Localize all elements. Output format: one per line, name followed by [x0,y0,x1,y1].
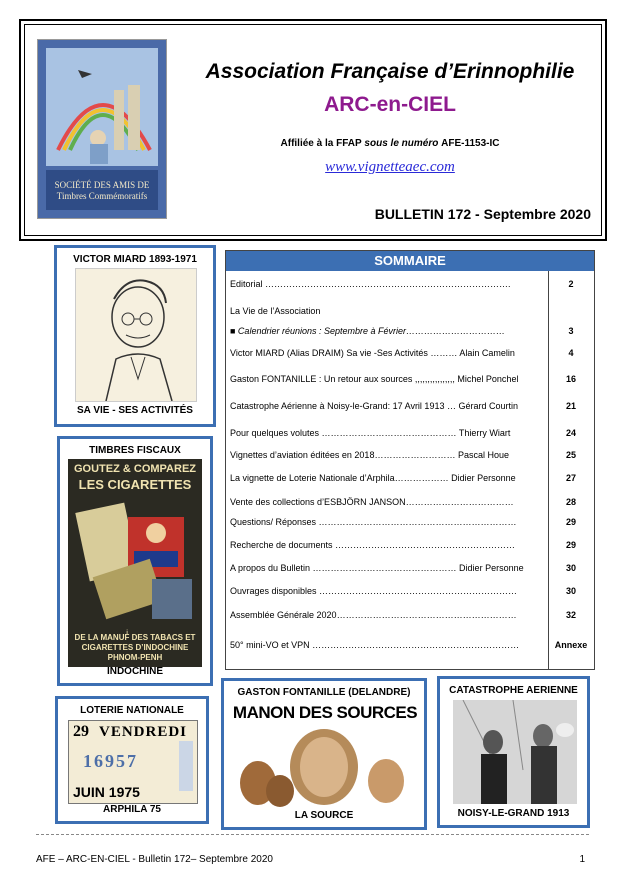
poster-title: MANON DES SOURCES [232,703,418,722]
ticket-number: 29 [73,723,89,740]
ticket-date: JUIN 1975 [73,784,140,800]
footer-page-number: 1 [579,854,585,865]
toc-entry-volutes[interactable]: Pour quelques volutes ……………………………………… Thierry Wiart [230,428,511,438]
masthead-inner-frame [24,24,602,236]
masthead [19,19,607,241]
toc-page-calendrier: 3 [568,326,574,336]
catastrophe-aerienne-title: CATASTROPHE AERIENNE [449,685,578,696]
toc-entry-gaston-fontanille[interactable]: Gaston FONTANILLE : Un retour aux sources ,,,,,,,,,,,,,,,, Michel Ponchel [230,374,519,384]
ticket-side-panel [179,741,193,791]
affiliation-line [175,138,605,149]
toc-page-gaston-fontanille: 16 [565,374,576,384]
poster-footer: DE LA MANUFͥ DES TABACS ET CIGARETTES D’INDOCHINE PHNOM-PENH [74,633,196,662]
toc-entry-catastrophe[interactable]: Catastrophe Aérienne à Noisy-le-Grand: 17 Avril 1913 … Gérard Courtin [230,401,518,411]
toc-page-questions: 29 [565,517,576,527]
timbres-fiscaux-caption: INDOCHINE [106,666,164,677]
toc-entry-apropos[interactable]: A propos du Bulletin ………………………………………… Didier Personne [230,563,524,573]
logo-caption [38,180,166,202]
cigarettes-poster [68,459,202,667]
toc-entry-vignettes-aviation[interactable]: Vignettes d’aviation éditées en 2018……………………… Pascal Houe [230,450,509,460]
manon-des-sources-poster [232,703,418,807]
poster-headline-2: LES CIGARETTES [78,477,192,492]
victor-miard-title: VICTOR MIARD 1893-1971 [73,254,197,265]
association-subtitle: ARC-en-CIEL [324,93,456,116]
toc-page-apropos: 30 [565,563,576,573]
toc-page-vignettes-aviation: 25 [565,450,576,460]
poster-headline-1: GOUTEZ & COMPAREZ [73,463,196,475]
ticket-day: VENDREDI [99,724,188,740]
footer-title: AFE – ARC-EN-CIEL - Bulletin 172– Septembre 2020 [36,854,273,865]
timbres-fiscaux-box [57,436,213,686]
affiliation-part-1: Affiliée à la FFAP [280,138,362,149]
victor-miard-portrait [75,268,197,402]
loterie-nationale-caption: ARPHILA 75 [103,804,161,815]
gaston-fontanille-caption: LA SOURCE [294,810,354,821]
timbres-fiscaux-title: TIMBRES FISCAUX [89,445,181,456]
victor-miard-box [54,245,216,427]
toc-entry-assemblee[interactable]: Assemblée Générale 2020…………………………………………………… [230,610,517,620]
logo-caption-line1: SOCIÉTÉ DES AMIS DE [54,180,150,190]
toc-section-vie-association: La Vie de l’Association [230,306,321,316]
toc-entry-mini-vo[interactable]: 50° mini-VO et VPN …………………………………………………………… [230,640,520,650]
association-title: Association Française d’Erinnophilie [205,60,575,83]
toc-page-catastrophe: 21 [565,401,576,411]
toc-page-victor-miard: 4 [568,348,574,358]
toc-entry-victor-miard[interactable]: Victor MIARD (Alias DRAIM) Sa vie -Ses Activités ……… Alain Camelin [230,348,515,358]
ticket-digits: 16957 [83,751,138,771]
loterie-nationale-box [55,696,209,824]
catastrophe-aerienne-caption: NOISY-LE-GRAND 1913 [457,808,570,819]
website-link[interactable]: www.vignetteaec.com [325,159,455,175]
toc-page-vente-collections: 28 [565,497,576,507]
table-of-contents [225,250,595,670]
toc-entry-ouvrages[interactable]: Ouvrages disponibles ………………………………………………………… [230,586,518,596]
sommaire-heading: SOMMAIRE [226,251,594,271]
affiliation-part-2: sous le numéro [361,138,442,149]
gaston-fontanille-title: GASTON FONTANILLE (DELANDRE) [237,687,411,698]
toc-page-volutes: 24 [565,428,576,438]
loterie-nationale-title: LOTERIE NATIONALE [80,705,184,716]
toc-entry-loterie[interactable]: La vignette de Loterie Nationale d’Arphila……………… Didier Personne [230,473,516,483]
footer-divider [36,834,589,835]
affiliation-number: AFE-1153-IC [441,138,500,149]
toc-entry-vente-collections[interactable]: Vente des collections d’ESBJÖRN JANSON……………………………… [230,497,514,507]
toc-entry-questions[interactable]: Questions/ Réponses ………………………………………………………… [230,517,517,527]
noisy-le-grand-photo [453,700,577,804]
toc-entry-recherche[interactable]: Recherche de documents …………………………………………………… [230,540,516,550]
toc-page-ouvrages: 30 [565,586,576,596]
toc-page-editorial: 2 [568,279,574,289]
page-column-divider [548,271,549,669]
toc-page-mini-vo: Annexe [554,640,588,650]
association-logo-stamp [37,39,167,219]
logo-caption-line2: Timbres Commémoratifs [56,191,148,201]
toc-page-assemblee: 32 [565,610,576,620]
catastrophe-aerienne-box [437,676,590,828]
bulletin-number: BULLETIN 172 - Septembre 2020 [374,206,591,222]
toc-page-loterie: 27 [565,473,576,483]
lottery-ticket-image [68,720,198,804]
toc-page-recherche: 29 [565,540,576,550]
toc-entry-calendrier[interactable]: ■ Calendrier réunions : Septembre à Février…………………………… [230,326,506,336]
victor-miard-caption: SA VIE - SES ACTIVITÉS [77,405,193,416]
toc-entry-editorial[interactable]: Editorial ………………………………………………………………………. [230,279,511,289]
gaston-fontanille-box [221,678,427,830]
